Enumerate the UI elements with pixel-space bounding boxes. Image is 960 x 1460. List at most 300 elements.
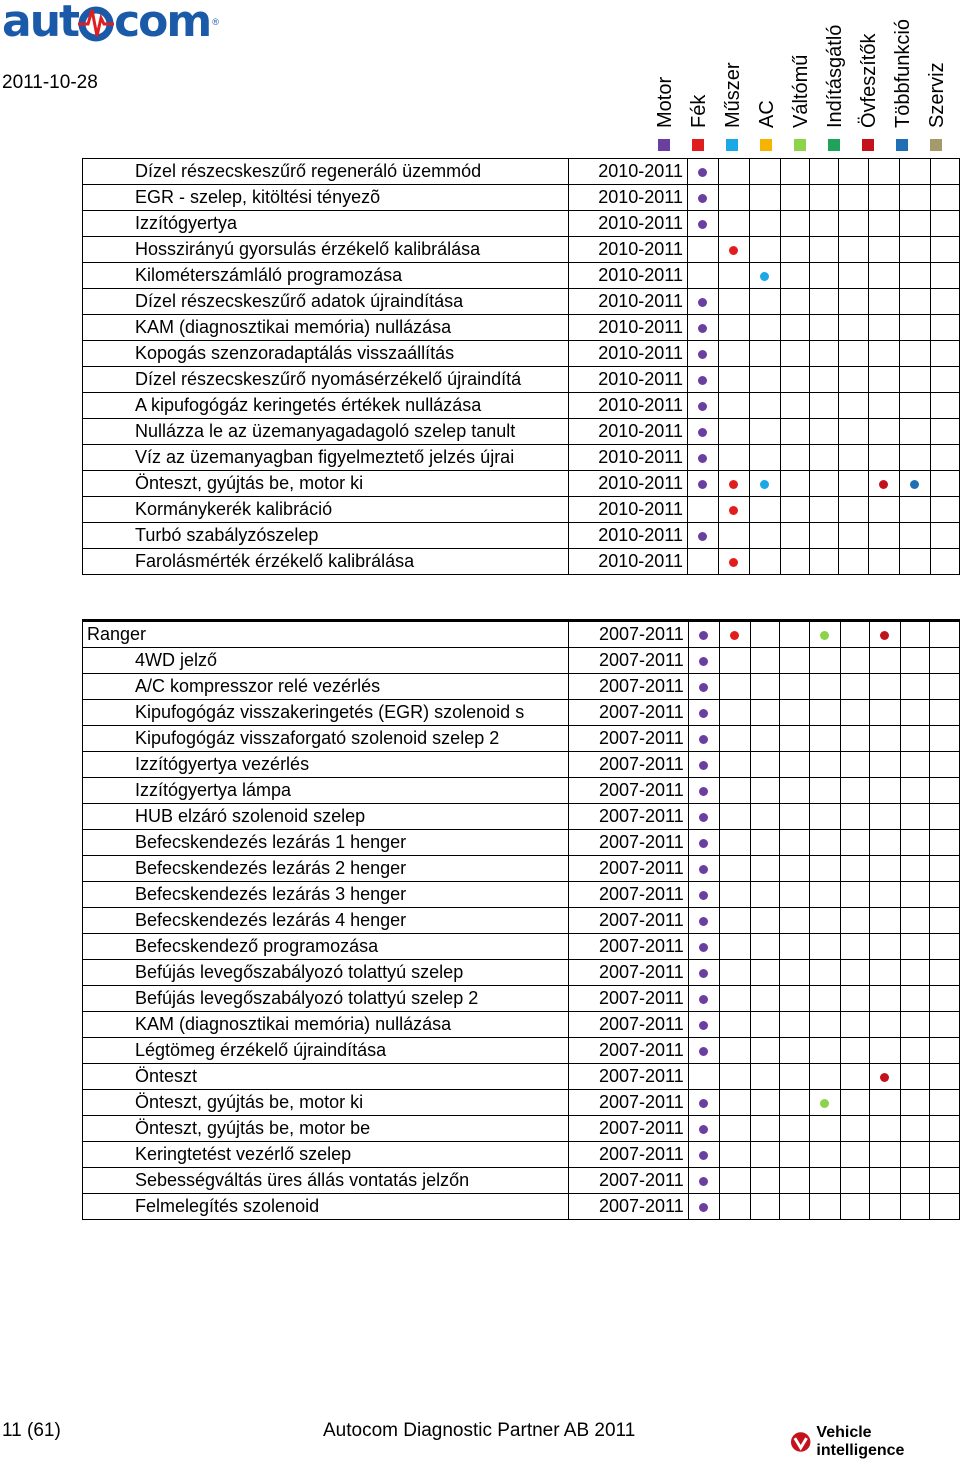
support-dot-icon [760, 480, 769, 489]
support-cell-4 [810, 315, 839, 341]
support-dot-icon [699, 943, 708, 952]
support-cell-6 [869, 960, 900, 986]
support-dot-icon [699, 709, 708, 718]
support-cell-6 [868, 419, 899, 445]
support-cell-4 [810, 211, 839, 237]
year-range: 2010-2011 [568, 211, 687, 237]
support-cell-2 [750, 960, 779, 986]
table-row [83, 185, 960, 211]
support-cell-8 [930, 908, 960, 934]
support-cell-1 [719, 986, 750, 1012]
support-dot-icon [699, 1125, 708, 1134]
support-cell-5 [839, 211, 868, 237]
column-header-label: Szerviz [926, 62, 948, 128]
column-header-label: Többfunkció [892, 19, 914, 128]
support-cell-6 [869, 804, 900, 830]
support-cell-1 [718, 315, 749, 341]
function-name: Kipufogógáz visszakeringetés (EGR) szolenoid s [83, 700, 569, 726]
support-cell-0 [688, 1090, 719, 1116]
support-cell-1 [719, 882, 750, 908]
support-cell-1 [719, 830, 750, 856]
support-cell-2 [750, 1012, 779, 1038]
vi-emblem-icon [790, 1431, 811, 1453]
support-cell-0 [687, 315, 718, 341]
support-cell-1 [719, 1168, 750, 1194]
support-cell-2 [750, 752, 779, 778]
registered-mark-icon: ® [212, 17, 219, 27]
year-range: 2007-2011 [569, 648, 688, 674]
support-cell-2 [750, 830, 779, 856]
support-dot-icon [699, 813, 708, 822]
function-name: Sebességváltás üres állás vontatás jelzőn [83, 1168, 569, 1194]
support-dot-icon [699, 839, 708, 848]
support-cell-1 [719, 621, 750, 648]
support-cell-5 [839, 185, 868, 211]
support-cell-1 [719, 778, 750, 804]
support-cell-6 [869, 1116, 900, 1142]
function-name: Önteszt, gyújtás be, motor be [83, 1116, 569, 1142]
year-range: 2007-2011 [569, 830, 688, 856]
vehicle-function-table-ranger [82, 619, 960, 1220]
support-cell-0 [688, 648, 719, 674]
support-cell-1 [719, 1090, 750, 1116]
year-range: 2010-2011 [568, 263, 687, 289]
support-cell-7 [900, 882, 929, 908]
year-range: 2007-2011 [569, 1168, 688, 1194]
support-cell-2 [749, 367, 780, 393]
support-cell-7 [899, 497, 930, 523]
support-cell-2 [750, 856, 779, 882]
column-color-swatch [760, 139, 772, 151]
year-range: 2007-2011 [569, 934, 688, 960]
support-cell-0 [687, 367, 718, 393]
support-cell-7 [900, 1090, 929, 1116]
support-cell-7 [899, 419, 930, 445]
support-cell-8 [930, 1012, 960, 1038]
support-cell-0 [687, 549, 718, 575]
support-cell-6 [869, 908, 900, 934]
function-name: KAM (diagnosztikai memória) nullázása [83, 1012, 569, 1038]
table-row [83, 648, 960, 674]
support-cell-1 [718, 211, 749, 237]
function-name: Felmelegítés szolenoid [83, 1194, 569, 1220]
support-cell-6 [869, 856, 900, 882]
support-cell-6 [869, 934, 900, 960]
function-name: Dízel részecskeszűrő nyomásérzékelő újraindítá [83, 367, 569, 393]
support-dot-icon [699, 657, 708, 666]
support-dot-icon [729, 246, 738, 255]
support-cell-7 [900, 726, 929, 752]
support-cell-3 [780, 393, 809, 419]
table-row [83, 830, 960, 856]
table-row [83, 497, 960, 523]
function-name: Befecskendezés lezárás 1 henger [83, 830, 569, 856]
support-cell-7 [900, 778, 929, 804]
support-cell-3 [780, 185, 809, 211]
support-cell-8 [930, 934, 960, 960]
support-cell-1 [719, 908, 750, 934]
column-header-label: Indításgátló [824, 24, 846, 128]
support-cell-4 [810, 471, 839, 497]
support-cell-7 [900, 1012, 929, 1038]
support-cell-2 [749, 263, 780, 289]
support-dot-icon [698, 402, 707, 411]
function-name: Dízel részecskeszűrő regeneráló üzemmód [83, 159, 569, 185]
function-name: Kilométerszámláló programozása [83, 263, 569, 289]
support-cell-4 [809, 856, 840, 882]
support-cell-3 [780, 726, 809, 752]
support-cell-8 [930, 986, 960, 1012]
function-name: Önteszt [83, 1064, 569, 1090]
support-cell-0 [687, 393, 718, 419]
year-range: 2007-2011 [569, 1142, 688, 1168]
support-cell-2 [749, 185, 780, 211]
support-cell-8 [930, 856, 960, 882]
support-cell-2 [750, 882, 779, 908]
year-range: 2007-2011 [569, 726, 688, 752]
support-dot-icon [699, 1203, 708, 1212]
support-dot-icon [698, 220, 707, 229]
support-cell-6 [869, 830, 900, 856]
support-dot-icon [698, 350, 707, 359]
function-name: Önteszt, gyújtás be, motor ki [83, 471, 569, 497]
support-cell-7 [900, 804, 929, 830]
support-cell-1 [718, 237, 749, 263]
support-cell-4 [809, 1090, 840, 1116]
support-cell-0 [688, 674, 719, 700]
support-cell-3 [780, 752, 809, 778]
table-row [83, 700, 960, 726]
support-cell-0 [688, 804, 719, 830]
year-range: 2007-2011 [569, 960, 688, 986]
support-cell-8 [930, 211, 959, 237]
support-dot-icon [698, 324, 707, 333]
support-cell-4 [810, 263, 839, 289]
support-cell-5 [839, 549, 868, 575]
column-header-0 [647, 6, 682, 128]
support-cell-7 [899, 263, 930, 289]
support-dot-icon [698, 194, 707, 203]
support-cell-0 [688, 1116, 719, 1142]
support-dot-icon [699, 735, 708, 744]
support-cell-0 [687, 185, 718, 211]
table-row [83, 211, 960, 237]
support-cell-3 [780, 621, 809, 648]
support-cell-7 [900, 986, 929, 1012]
support-cell-7 [900, 1194, 929, 1220]
support-cell-2 [749, 445, 780, 471]
year-range: 2007-2011 [569, 674, 688, 700]
support-cell-6 [869, 1038, 900, 1064]
support-cell-3 [780, 778, 809, 804]
support-cell-5 [839, 497, 868, 523]
support-dot-icon [699, 787, 708, 796]
support-cell-8 [930, 393, 959, 419]
column-color-swatch [658, 139, 670, 151]
support-cell-2 [750, 934, 779, 960]
column-header-1 [681, 6, 716, 128]
support-cell-0 [687, 289, 718, 315]
support-cell-4 [809, 804, 840, 830]
support-dot-icon [760, 272, 769, 281]
support-cell-3 [780, 367, 809, 393]
support-cell-8 [930, 1090, 960, 1116]
support-cell-8 [930, 1142, 960, 1168]
support-cell-5 [839, 393, 868, 419]
table-row [83, 367, 960, 393]
year-range: 2010-2011 [568, 523, 687, 549]
support-cell-3 [780, 549, 809, 575]
table-row [83, 289, 960, 315]
support-cell-0 [687, 263, 718, 289]
function-name: Nullázza le az üzemanyagadagoló szelep tanult [83, 419, 569, 445]
support-cell-5 [840, 1142, 869, 1168]
support-cell-0 [688, 960, 719, 986]
support-cell-1 [718, 367, 749, 393]
support-cell-4 [809, 1116, 840, 1142]
support-cell-8 [930, 752, 960, 778]
table-row [83, 315, 960, 341]
support-cell-1 [719, 700, 750, 726]
support-cell-5 [840, 674, 869, 700]
support-cell-3 [780, 882, 809, 908]
support-cell-3 [780, 471, 809, 497]
support-dot-icon [699, 1151, 708, 1160]
support-cell-4 [810, 419, 839, 445]
support-cell-2 [750, 726, 779, 752]
support-cell-4 [810, 289, 839, 315]
support-cell-5 [840, 621, 869, 648]
column-header-label: Fék [688, 94, 710, 128]
page-number: 11 (61) [2, 1420, 61, 1441]
support-cell-8 [930, 445, 959, 471]
table-row [83, 1168, 960, 1194]
support-dot-icon [698, 168, 707, 177]
support-cell-4 [810, 445, 839, 471]
support-cell-1 [718, 523, 749, 549]
support-cell-8 [930, 1168, 960, 1194]
support-cell-4 [809, 908, 840, 934]
table-row [83, 778, 960, 804]
support-cell-5 [840, 700, 869, 726]
function-name: Befecskendező programozása [83, 934, 569, 960]
function-name: Légtömeg érzékelő újraindítása [83, 1038, 569, 1064]
support-cell-3 [780, 523, 809, 549]
year-range: 2010-2011 [568, 289, 687, 315]
support-cell-3 [780, 986, 809, 1012]
logo-text-right: com [114, 0, 211, 47]
support-cell-5 [840, 856, 869, 882]
support-dot-icon [699, 631, 708, 640]
table-row [83, 341, 960, 367]
support-cell-4 [809, 674, 840, 700]
support-cell-1 [718, 263, 749, 289]
support-cell-1 [719, 804, 750, 830]
support-cell-6 [869, 986, 900, 1012]
autocom-logo [2, 0, 219, 47]
support-dot-icon [729, 506, 738, 515]
support-cell-8 [930, 289, 959, 315]
support-cell-6 [869, 1012, 900, 1038]
column-header-label: Váltómű [790, 54, 812, 128]
column-header-4 [783, 6, 818, 128]
support-cell-2 [750, 1064, 779, 1090]
support-cell-8 [930, 549, 959, 575]
year-range: 2010-2011 [568, 497, 687, 523]
function-name: Befecskendezés lezárás 2 henger [83, 856, 569, 882]
support-cell-1 [719, 674, 750, 700]
support-cell-0 [687, 159, 718, 185]
support-cell-5 [840, 960, 869, 986]
support-cell-5 [839, 367, 868, 393]
support-cell-1 [719, 1142, 750, 1168]
support-dot-icon [699, 917, 708, 926]
column-header-7 [885, 6, 920, 128]
support-cell-0 [688, 1194, 719, 1220]
support-cell-0 [688, 830, 719, 856]
function-name: Turbó szabályzószelep [83, 523, 569, 549]
support-cell-6 [868, 341, 899, 367]
support-cell-6 [868, 549, 899, 575]
support-cell-5 [840, 648, 869, 674]
table-row [83, 804, 960, 830]
support-cell-0 [688, 621, 719, 648]
column-color-swatch [828, 139, 840, 151]
support-cell-8 [930, 1116, 960, 1142]
year-range: 2010-2011 [568, 367, 687, 393]
support-cell-2 [749, 419, 780, 445]
support-cell-7 [899, 185, 930, 211]
support-cell-4 [809, 778, 840, 804]
function-name: Kormánykerék kalibráció [83, 497, 569, 523]
support-cell-2 [749, 523, 780, 549]
support-cell-3 [780, 648, 809, 674]
support-cell-3 [780, 934, 809, 960]
support-cell-7 [899, 549, 930, 575]
column-color-swatch [692, 139, 704, 151]
support-cell-2 [750, 1142, 779, 1168]
support-cell-8 [930, 960, 960, 986]
support-cell-7 [899, 159, 930, 185]
support-cell-7 [899, 211, 930, 237]
support-cell-4 [809, 648, 840, 674]
support-cell-5 [839, 419, 868, 445]
support-cell-3 [780, 804, 809, 830]
support-cell-0 [688, 1064, 719, 1090]
support-cell-6 [869, 1064, 900, 1090]
support-cell-7 [900, 1064, 929, 1090]
year-range: 2010-2011 [568, 159, 687, 185]
table-row [83, 908, 960, 934]
support-cell-8 [930, 804, 960, 830]
support-cell-3 [780, 1064, 809, 1090]
table-row [83, 393, 960, 419]
support-cell-8 [930, 367, 959, 393]
column-color-swatch [726, 139, 738, 151]
support-cell-5 [840, 830, 869, 856]
support-dot-icon [699, 969, 708, 978]
support-cell-3 [780, 1142, 809, 1168]
support-cell-3 [780, 856, 809, 882]
support-cell-7 [900, 1168, 929, 1194]
support-dot-icon [699, 683, 708, 692]
support-dot-icon [879, 480, 888, 489]
support-cell-8 [930, 341, 959, 367]
support-cell-2 [749, 341, 780, 367]
support-dot-icon [699, 995, 708, 1004]
support-cell-8 [930, 1038, 960, 1064]
support-dot-icon [820, 1099, 829, 1108]
support-cell-2 [749, 497, 780, 523]
support-cell-4 [809, 934, 840, 960]
support-cell-5 [839, 471, 868, 497]
support-cell-3 [780, 1090, 809, 1116]
support-cell-5 [840, 934, 869, 960]
support-cell-4 [809, 1168, 840, 1194]
support-cell-5 [839, 289, 868, 315]
year-range: 2010-2011 [568, 419, 687, 445]
support-cell-5 [839, 315, 868, 341]
support-cell-6 [869, 726, 900, 752]
support-cell-6 [868, 497, 899, 523]
support-cell-8 [930, 159, 959, 185]
support-cell-7 [899, 393, 930, 419]
support-cell-1 [719, 856, 750, 882]
support-cell-6 [868, 289, 899, 315]
support-cell-7 [900, 1142, 929, 1168]
support-cell-2 [749, 159, 780, 185]
support-cell-5 [840, 752, 869, 778]
function-name: Hosszirányú gyorsulás érzékelő kalibrálása [83, 237, 569, 263]
support-cell-4 [810, 185, 839, 211]
support-cell-4 [810, 341, 839, 367]
table-row [83, 856, 960, 882]
support-cell-2 [750, 778, 779, 804]
function-name: Izzítógyertya lámpa [83, 778, 569, 804]
function-name: Befecskendezés lezárás 4 henger [83, 908, 569, 934]
support-cell-4 [809, 1194, 840, 1220]
year-range: 2007-2011 [569, 856, 688, 882]
support-cell-4 [810, 497, 839, 523]
support-cell-8 [930, 882, 960, 908]
support-cell-1 [718, 393, 749, 419]
support-cell-0 [688, 700, 719, 726]
column-header-label: AC [756, 100, 778, 128]
column-header-label: Motor [654, 76, 676, 128]
table-row [83, 471, 960, 497]
support-cell-5 [840, 1116, 869, 1142]
vi-logo-text: Vehicle intelligence [816, 1424, 905, 1459]
table-row [83, 1194, 960, 1220]
year-range: 2007-2011 [569, 752, 688, 778]
logo-pulse-icon [76, 2, 116, 42]
function-name: Izzítógyertya [83, 211, 569, 237]
support-cell-4 [810, 367, 839, 393]
function-name: Befecskendezés lezárás 3 henger [83, 882, 569, 908]
column-header-5 [817, 6, 852, 128]
support-cell-0 [688, 778, 719, 804]
support-cell-3 [780, 908, 809, 934]
vehicle-function-table-1 [82, 158, 960, 575]
support-cell-5 [840, 1012, 869, 1038]
support-cell-3 [780, 1194, 809, 1220]
support-cell-3 [780, 1116, 809, 1142]
support-dot-icon [699, 1177, 708, 1186]
support-cell-2 [750, 1194, 779, 1220]
column-header-label: Műszer [722, 62, 744, 128]
year-range: 2007-2011 [569, 1194, 688, 1220]
support-dot-icon [698, 298, 707, 307]
